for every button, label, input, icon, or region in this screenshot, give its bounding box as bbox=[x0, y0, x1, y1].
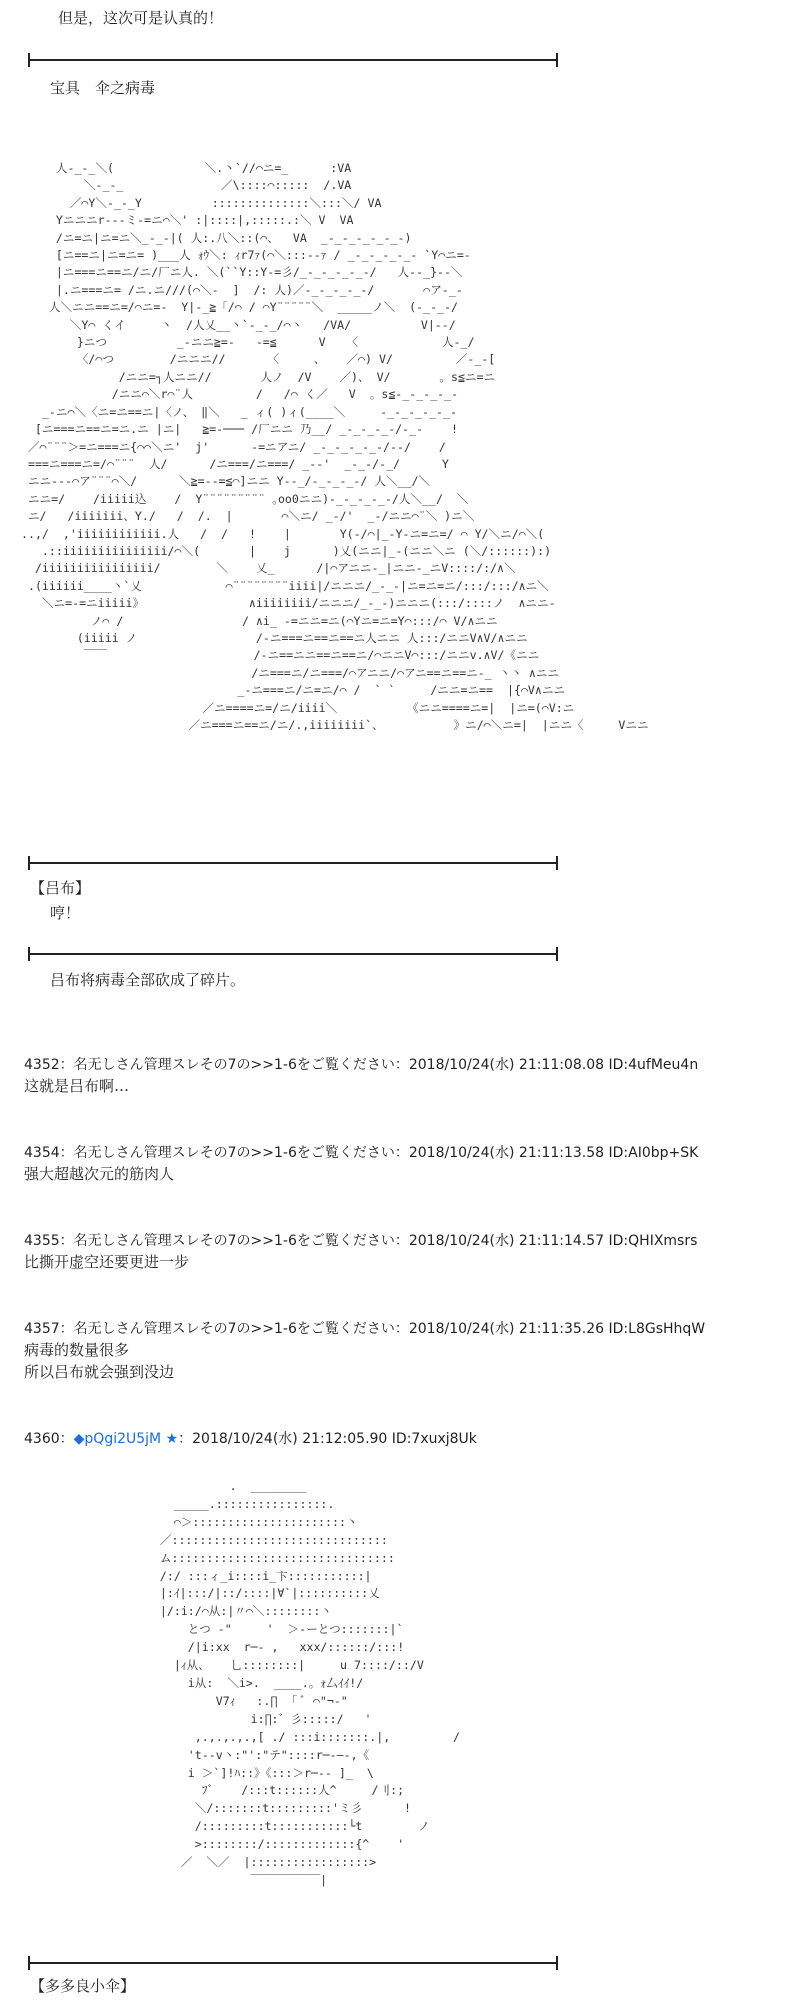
separator bbox=[23, 947, 563, 961]
separator bbox=[23, 856, 563, 870]
post-body: 这就是吕布啊… bbox=[24, 1077, 130, 1095]
post-number: 4360： bbox=[24, 1431, 74, 1447]
dialogue-line: 哼！ bbox=[50, 904, 81, 922]
separator bbox=[23, 53, 563, 67]
narration-line: 吕布将病毒全部砍成了碎片。 bbox=[50, 971, 246, 989]
post-body: 比撕开虚空还要更进一步 bbox=[24, 1253, 190, 1271]
post-header: 4355：名无しさん管理スレその7の>>1-6をご覧ください：2018/10/24(水) 21:11:14.57 ID:QHIXmsrs bbox=[24, 1233, 698, 1249]
post-body: 病毒的数量很多 bbox=[24, 1341, 130, 1359]
post-header: 4354：名无しさん管理スレその7の>>1-6をご覧ください：2018/10/24(水) 21:11:13.58 ID:AI0bp+SK bbox=[24, 1145, 699, 1161]
separator bbox=[23, 1956, 563, 1970]
dialogue-line: 但是，这次可是认真的！ bbox=[58, 9, 224, 27]
post-header bbox=[24, 1429, 477, 1449]
post-body: 强大超越次元的筋肉人 bbox=[24, 1165, 175, 1183]
post-header: 4357：名无しさん管理スレその7の>>1-6をご覧ください：2018/10/24(水) 21:11:35.26 ID:L8GsHhqW bbox=[24, 1321, 706, 1337]
ascii-art-kogasa: . ________ _____.::::::::::::::::. ⌒＞::::::::::::::::::::::丶 ／::::::::::::::::::::::::::::::: ム:::::::::::::::::::::::::::::::: /:/ :::ィ_i::::i_卞:::::::::::| |:ｲ|:::/|::/::::|∀`|::::::::::乂 |/:i:/⌒从:|〃⌒＼::::::::丶 とつ -" ' ＞-ーとつ:::::::|` /|i:xx r─- , xxx/::::::/:::! |ｨ从、 乚::::::::| u 7::::/::/V i从: ＼i>. ____.。ｫ厶ｲｲ!/ V7ｨ :.∏ ｢ ﾞ ⌒"¬-" i:∏:゛彡:::::/ ' ,.,.,.,.,[ ./ :::i:::::::.|, / 't‐-v丶:"':"テ"::::r─-—-,《 i ＞`]!ﾊ::》《:::＞r─-- ]_ \ ﾌﾞ /:::t::::::人^ /刂:; ＼/:::::::t:::::::::'ミ彡 ! /:::::::::t:::::::::::└t ノ >::::::::/:::::::::::::{^ ' ／ ＼／ |:::::::::::::::::> ￣￣￣￣￣￣| bbox=[159, 1479, 461, 1887]
ascii-art-lubu: 人-_-_＼( ＼.丶`//⌒ニ=_ :VA ＼-_-_ ／\::::⌒::::: /.VA ／⌒Y＼-_-_Y ::::::::::::::＼:::＼/ VA Yニニニr---ミ-=ニ⌒＼' :|::::|,:::::.:＼ V VA /ニ=ニ|ニ=ニ＼_-_-|( 人:.八＼::(⌒、 VA _-_-_-_-_-_-) [ニ==ニ|ニ=ニ= )___人 ｫｳ＼: ｨr7ｧ(⌒＼:::--ｧ / _-_-_-_-_- `Y⌒ニ=- |ニ===ニ==ニ/ニ/厂ニ人. ＼(``Y::Y-=彡/_-_-_-_-_-/ 人--_}--＼ |.ニ===ニ= /ニ.ニ///(⌒＼- ] /: 人)／-_-_-_-_-/ ⌒ア-_- 人＼ニニ==ニ=/⌒ニ=- Y|-_≧「/⌒ / ⌒Y¨¨¨¨¨＼ _____ノ＼ (-_-_-/ ＼Y⌒ くイ 丶 /人乂__丶`-_-_/⌒丶 /VA/ V|--/ }ニつ _-ニニ≧=- -=≦ V 〈 人-_/ 〈/⌒つ /ニニニ// 〈 、 ／⌒) V/ ／-_-[ /ニニ=┐人ニニ// 人ノ /V ／)、 V/ 。s≦ニ=ニ /ニニ⌒＼r⌒¨人 / /⌒ く／ V 。s≦-_-_-_-_- _-ニ⌒＼〈ニ=ニ==ニ|〈ノ、 ‖＼ _ ィ( )ィ(____＼ -_-_-_-_-_- [ニ===ニ==ニ=ニ.ニ |ニ| ≧=-─── /厂ニニ 乃__/ _-_-_-_-/-_- ! ／⌒¨¨¨＞=ニ===ニ{⌒⌒＼ニ' j' -=ニアニ/ _-_-_-_-_-/--/ / ===ニ===ニ=/⌒¨¨¨ 人/ /ニ===/ニ===/ _--' _-_-/-_/ Y ニニ---⌒ア¨¨¨⌒＼/ ＼≧=--=≦⌒]ニニ Y--_/-_-_-_-/ 人＼__/＼ ニニ=/ /iiiii込 / Y¨¨¨¨¨¨¨¨¨ ｡oo0ニニ)-_-_-_-_-/人＼__/ ＼ ニ/ /iiiiiii、Y./ / /. | ⌒＼ニ/ _-/' _-/ニニ⌒¨＼ )ニ＼ ..,/ ,'iiiiiiiiiiii.人 / / ! | Y(-/⌒|_-Y-ニ=ニ=/ ⌒ Y/＼ニ/⌒＼( .::iiiiiiiiiiiiiii/⌒＼( | j )乂(ニニ|_-(ニニ＼ニ (＼/::::::):) /iiiiiiiiiiiiiiii/ ＼ 乂_ /|⌒アニニ-_|ニニ-_ニV::::/:/∧＼ .(iiiiii____丶`乂 ⌒¨¨¨¨¨¨¨¨iiii|/ニニニ/_-_-|ニ=ニ=ニ/:::/:::/∧ニ＼ ＼ニ=-=ニiiiii》 ∧iiiiiiii/ニニニ/_-_-)ニニニ(:::/::::ノ ∧ニニ- ノ⌒ / / ∧i_ -=ニニ=ニ(⌒Yニ=ニ=Y⌒:::/⌒ V/∧ニニ (iiiii ノ /-ニ===ニ==ニ==ニ人ニニ 人:::/ニニV∧V/∧ニニ ￣￣ /-ニ==ニニ==ニ==ニ/⌒ニニV⌒:::/ニニv.∧V/《ニニ /ニ===ニ/ニ===/⌒アニニ/⌒アニ==ニ==ニ-_ 丶丶 ∧ニニ _-ニ===ニ/ニ=ニ/⌒ / ` ` /ニニ=ニ== |{⌒V∧ニニ ／ニ====ニ=/ニ/iiii＼ 《ニニ====ニ=| |ニ=(⌒V:ニ ／ニ===ニ==ニ/ニ/.,iiiiiiii`、 》ニ/⌒＼ニ=| |ニニ〈 Vニニ bbox=[20, 161, 649, 732]
post bbox=[24, 1055, 698, 1097]
post bbox=[24, 1231, 697, 1273]
poster-name-link[interactable]: ◆pQgi2U5jM ★ bbox=[73, 1431, 179, 1447]
post bbox=[24, 1319, 705, 1383]
treasure-line: 宝具 伞之病毒 bbox=[50, 79, 156, 97]
speaker-label: 【吕布】 bbox=[30, 879, 91, 897]
post-meta: ：2018/10/24(水) 21:12:05.90 ID:7xuxj8Uk bbox=[178, 1431, 477, 1447]
speaker-label: 【多多良小伞】 bbox=[30, 1977, 136, 1995]
post-body: 所以吕布就会强到没边 bbox=[24, 1363, 175, 1381]
post-header: 4352：名无しさん管理スレその7の>>1-6をご覧ください：2018/10/24(水) 21:11:08.08 ID:4ufMeu4n bbox=[24, 1057, 699, 1073]
post bbox=[24, 1143, 698, 1185]
